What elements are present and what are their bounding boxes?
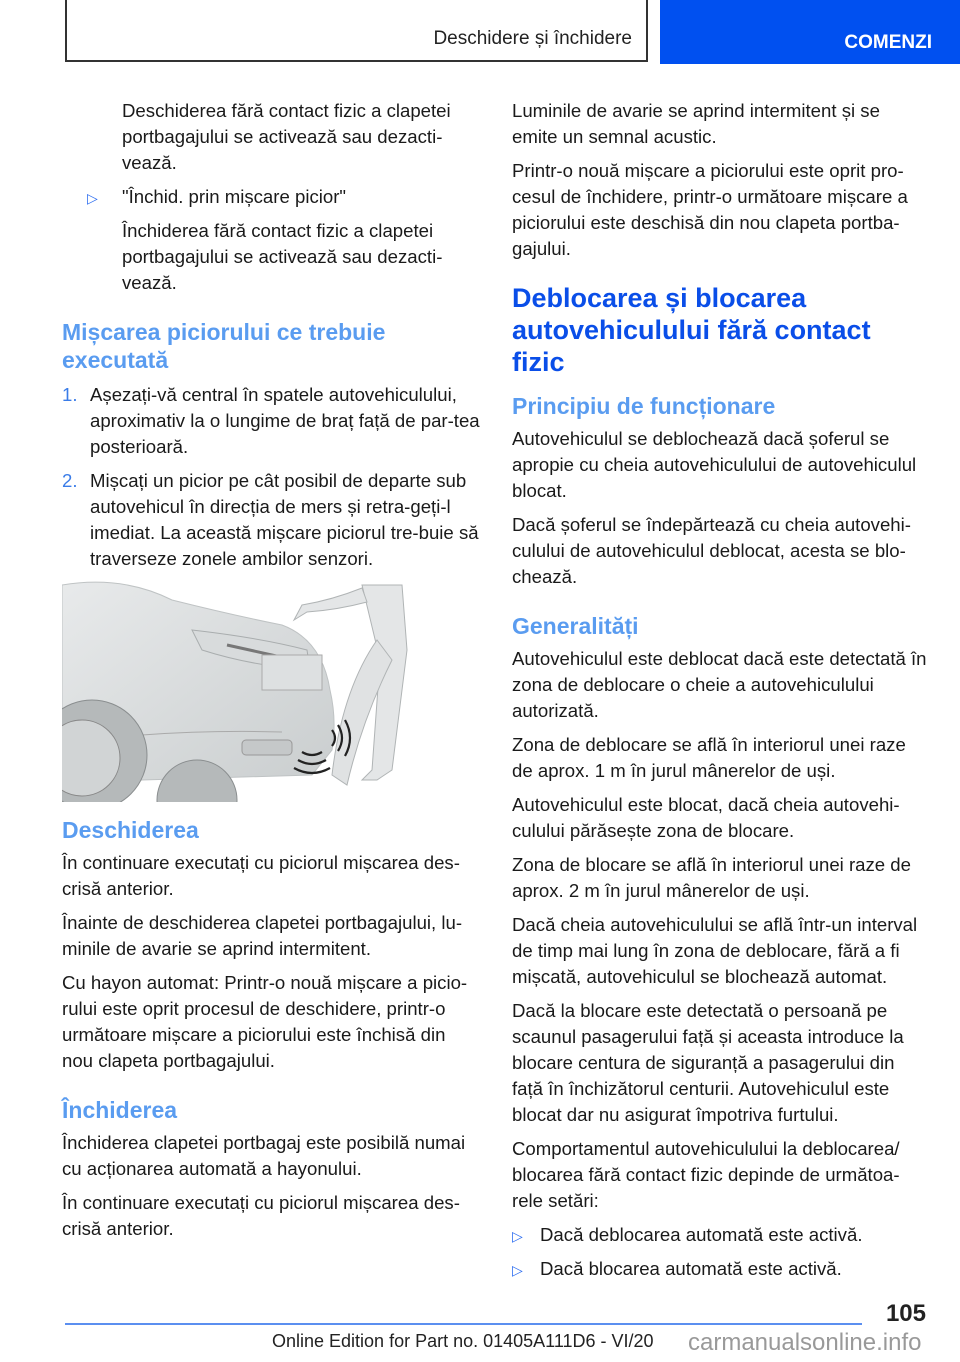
chapter-title: COMENZI bbox=[844, 32, 932, 53]
step-item bbox=[62, 468, 480, 572]
hazard-paragraph: Luminile de avarie se aprind intermitent și se emite un semnal acustic. bbox=[512, 100, 880, 147]
main-heading: Deblocarea și blocarea autovehiculului fără contact fizic bbox=[512, 283, 871, 377]
header-section-box bbox=[65, 0, 648, 62]
option-bullet bbox=[62, 184, 480, 210]
intro-paragraph: Deschiderea fără contact fizic a clapetei portbagajului se activează sau dezacti-vează. bbox=[122, 100, 451, 173]
triangle-bullet-icon: ▷ bbox=[512, 1262, 523, 1278]
general-heading: Generalități bbox=[512, 613, 639, 639]
principle-paragraph: Dacă șoferul se îndepărtează cu cheia autovehi-culului de autovehiculul deblocat, acesta se blo-chează. bbox=[512, 514, 911, 587]
triangle-bullet-icon: ▷ bbox=[87, 190, 98, 206]
closing-paragraph: În continuare executați cu piciorul mișcarea des-crisă anterior. bbox=[62, 1192, 460, 1239]
footer-divider bbox=[65, 1323, 862, 1325]
opening-heading: Deschiderea bbox=[62, 817, 199, 843]
principle-heading: Principiu de funcționare bbox=[512, 393, 776, 419]
foot-motion-illustration bbox=[62, 580, 417, 802]
general-paragraph: Comportamentul autovehiculului la deblocarea/ blocarea fără contact fizic depinde de următoa-rele setări: bbox=[512, 1138, 900, 1211]
principle-paragraph: Autovehiculul se deblochează dacă șoferul se apropie cu cheia autovehiculului de autovehiculul blocat. bbox=[512, 428, 917, 501]
section-title: Deschidere și închidere bbox=[433, 28, 632, 49]
opening-paragraph: În continuare executați cu piciorul mișcarea des-crisă anterior. bbox=[62, 852, 460, 899]
car-rear-foot-sensor-icon bbox=[62, 580, 417, 802]
option-description: Închiderea fără contact fizic a clapetei portbagajului se activează sau dezacti-vează. bbox=[122, 220, 443, 293]
general-paragraph: Dacă cheia autovehiculului se află într-un interval de timp mai lung în zona de deblocare, fără a fi mișcată, autovehiculul se blochează automat. bbox=[512, 914, 918, 987]
motion-heading: Mișcarea piciorului ce trebuie executată bbox=[62, 319, 386, 373]
option-label: "Închid. prin mișcare picior" bbox=[122, 186, 347, 207]
general-paragraph: Dacă la blocare este detectată o persoană pe scaunul pasagerului față și aceasta introduce la blocare centura de siguranță a pasagerului din față în închizătorul centurii. Autovehiculul este blocat dar nu asigurat împotriva furtului. bbox=[512, 1000, 904, 1125]
step-number: 1. bbox=[62, 384, 78, 405]
closing-paragraph: Închiderea clapetei portbagaj este posibilă numai cu acționarea automată a hayonului. bbox=[62, 1132, 466, 1179]
triangle-bullet-icon: ▷ bbox=[512, 1228, 523, 1244]
watermark-text: carmanualsonline.info bbox=[688, 1329, 922, 1356]
step-text: Așezați-vă central în spatele autovehiculului, aproximativ la o lungime de braț față de par-tea posterioară. bbox=[90, 384, 480, 457]
opening-paragraph: Cu hayon automat: Printr-o nouă mișcare a picio-rului este oprit procesul de deschidere, printr-o următoare mișcare a piciorului este închisă din nou clapeta portbagajului. bbox=[62, 972, 468, 1071]
settings-bullet-text: Dacă blocarea automată este activă. bbox=[540, 1258, 842, 1279]
closing-heading: Închiderea bbox=[62, 1097, 178, 1123]
general-paragraph: Autovehiculul este blocat, dacă cheia autovehi-culului părăsește zona de blocare. bbox=[512, 794, 900, 841]
step-number: 2. bbox=[62, 470, 78, 491]
general-paragraph: Zona de deblocare se află în interiorul unei raze de aprox. 1 m în jurul mânerelor de uși. bbox=[512, 734, 906, 781]
opening-paragraph: Înainte de deschiderea clapetei portbagajului, lu-minile de avarie se aprind intermitent. bbox=[62, 912, 463, 959]
settings-bullet bbox=[512, 1256, 930, 1282]
general-paragraph: Autovehiculul este deblocat dacă este detectată în zona de deblocare o cheie a autovehiculului autorizată. bbox=[512, 648, 927, 721]
settings-bullet-text: Dacă deblocarea automată este activă. bbox=[540, 1224, 863, 1245]
step-text: Mișcați un picior pe cât posibil de departe sub autovehicul în direcția de mers și retra-geți-l imediat. La această mișcare piciorul tre-buie să traverseze zonele ambilor senzori. bbox=[90, 470, 479, 569]
right-column bbox=[512, 98, 930, 1290]
left-column bbox=[62, 98, 480, 1250]
header-chapter-tab[interactable] bbox=[660, 0, 960, 64]
general-paragraph: Zona de blocare se află în interiorul unei raze de aprox. 2 m în jurul mânerelor de uși. bbox=[512, 854, 911, 901]
step-item bbox=[62, 382, 480, 460]
closing-stop-paragraph: Printr-o nouă mișcare a piciorului este oprit pro-cesul de închidere, printr-o următoare mișcare a piciorului este deschisă din nou clapeta portba-gajului. bbox=[512, 160, 908, 259]
edition-text: Online Edition for Part no. 01405A111D6 - VI/20 bbox=[272, 1331, 654, 1351]
settings-bullet bbox=[512, 1222, 930, 1248]
page-number: 105 bbox=[885, 1300, 926, 1327]
